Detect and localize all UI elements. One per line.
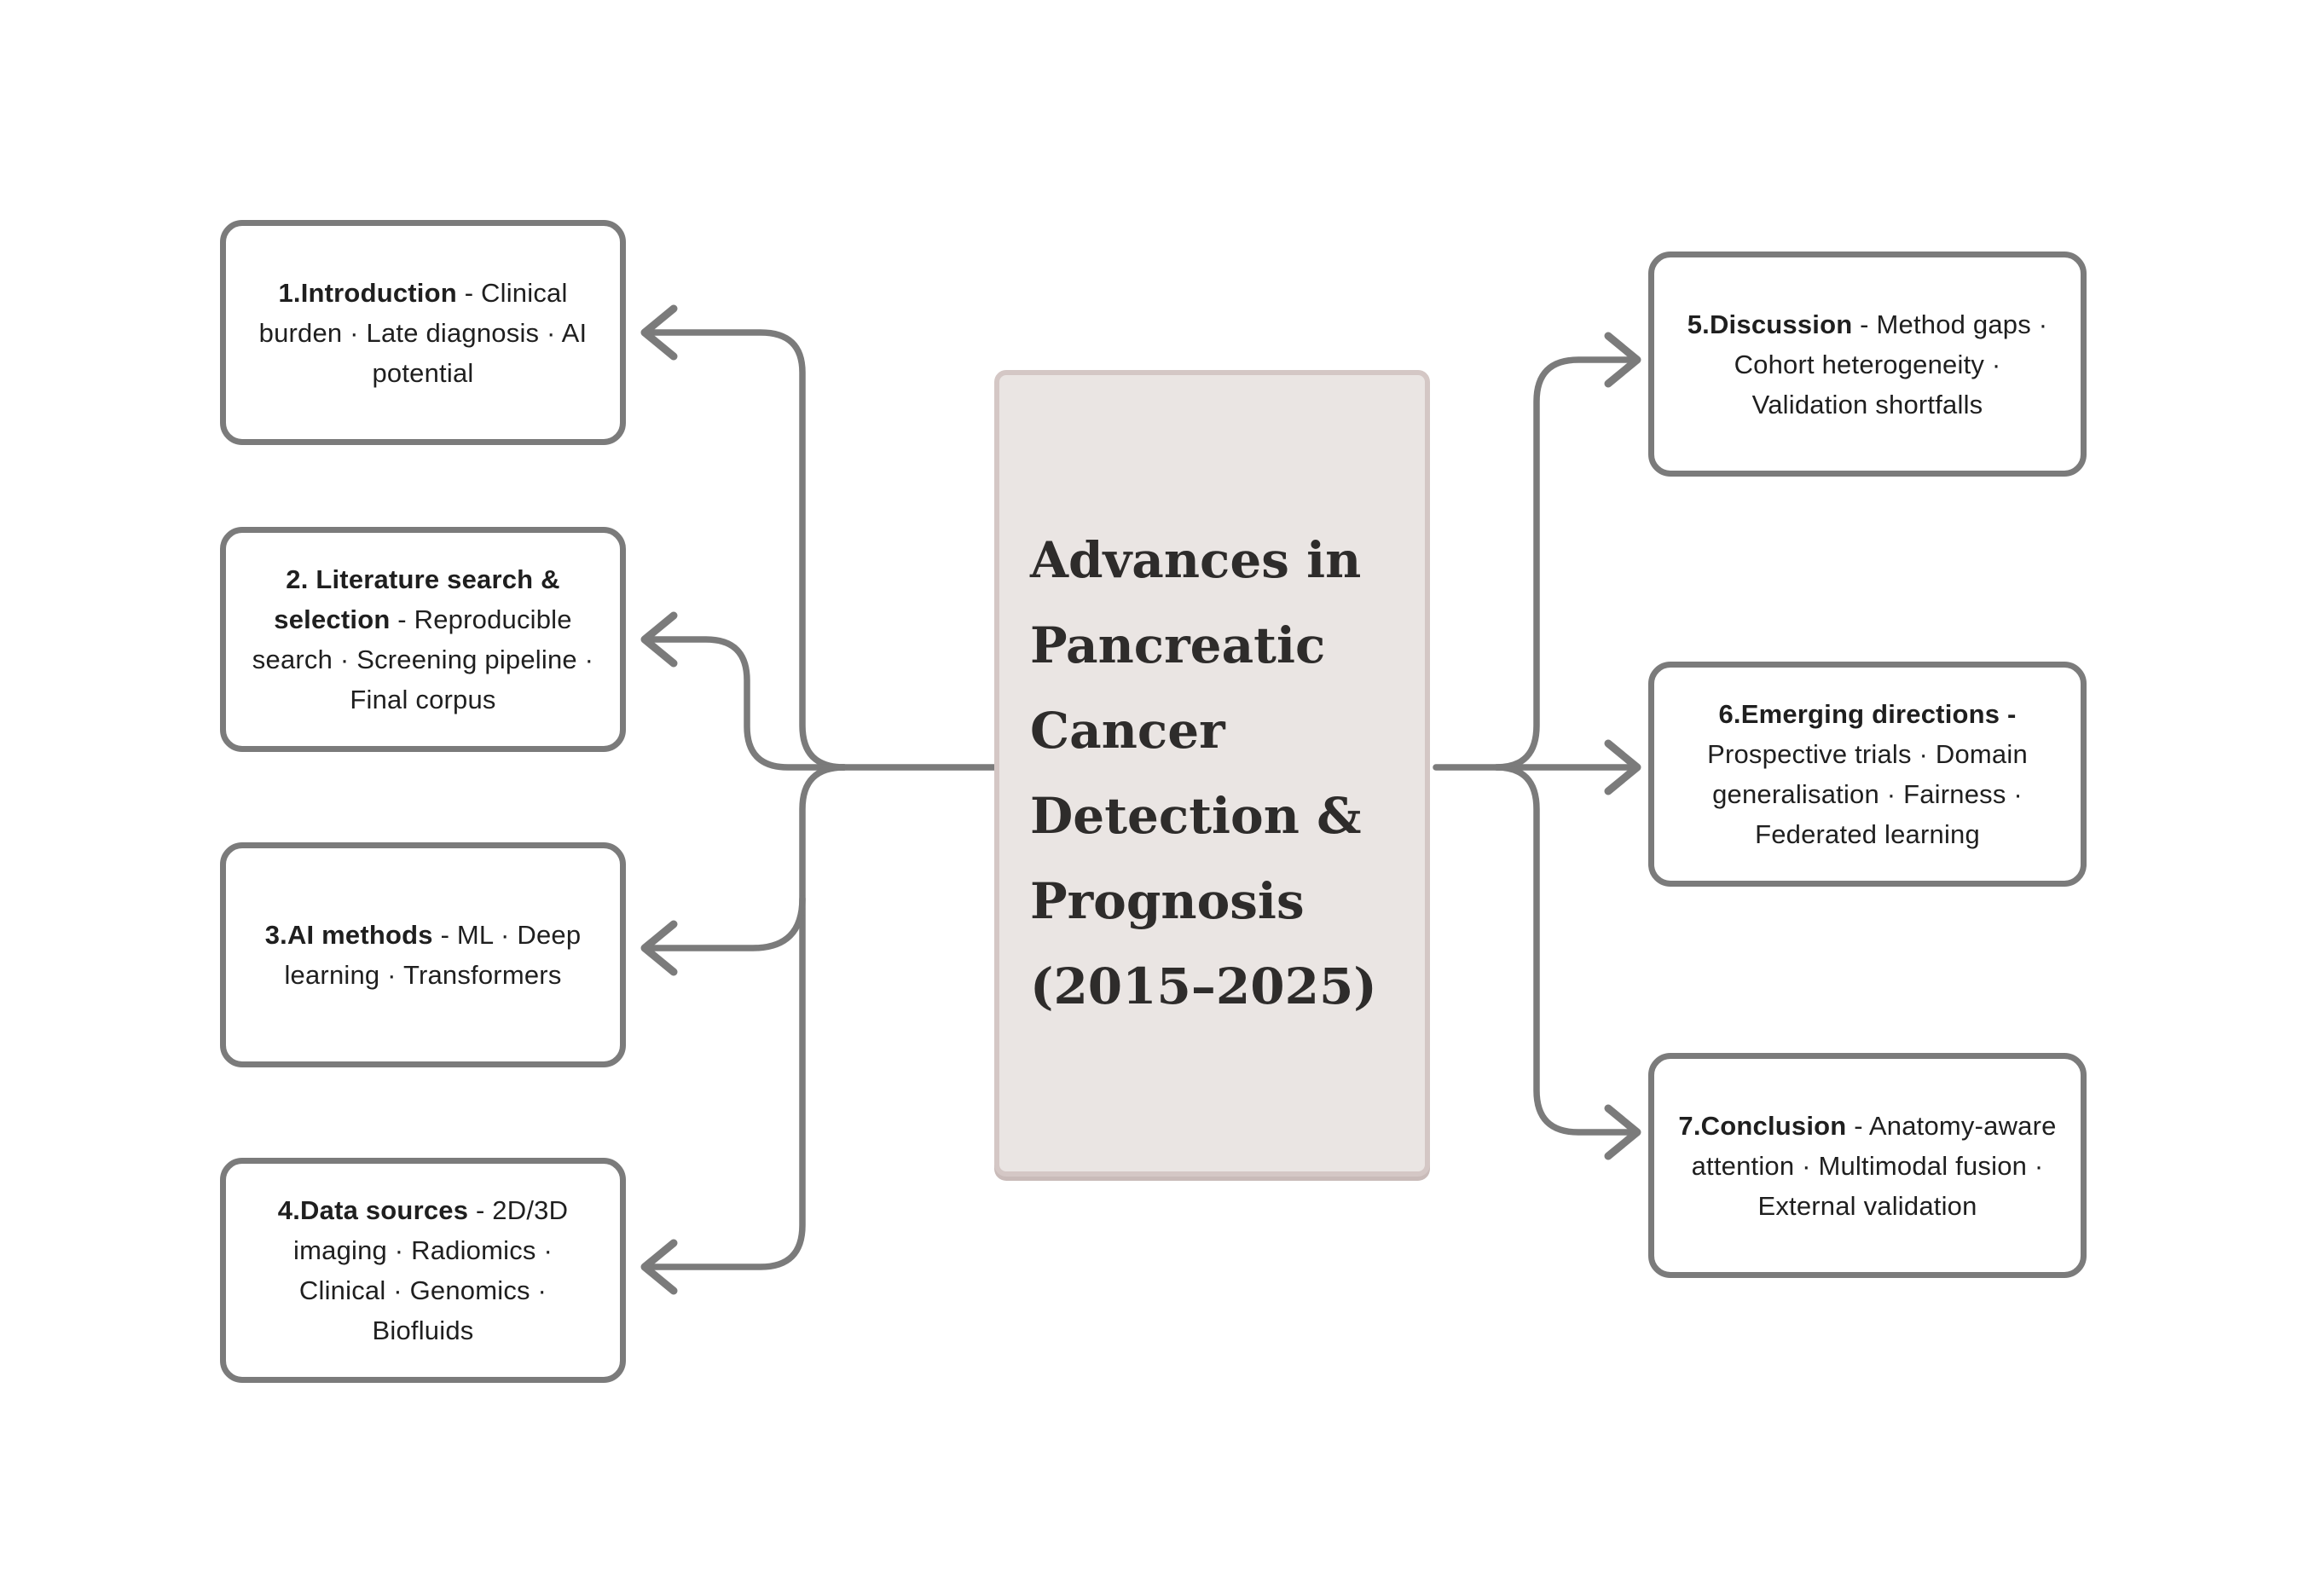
topic-box-conclusion bbox=[1648, 1053, 2087, 1278]
topic-summary: Prospective trials · Domain generalisation · Fairness · Federated learning bbox=[1707, 739, 2028, 849]
topic-box-text bbox=[1676, 1106, 2058, 1226]
topic-box-literature-search bbox=[220, 527, 626, 752]
topic-summary: - Method gaps · Cohort heterogeneity · Validation shortfalls bbox=[1734, 309, 2048, 419]
topic-box-emerging-directions bbox=[1648, 662, 2087, 887]
central-title-line: Cancer bbox=[1030, 702, 1225, 760]
topic-box-ai-methods bbox=[220, 842, 626, 1067]
topic-heading: 6.Emerging directions - bbox=[1718, 699, 2017, 729]
topic-heading: 3.AI methods bbox=[264, 920, 433, 950]
central-title-line: Prognosis bbox=[1030, 872, 1305, 930]
connector-to-box2 bbox=[646, 639, 844, 767]
topic-box-discussion bbox=[1648, 252, 2087, 477]
connector-to-box7 bbox=[1496, 767, 1634, 1132]
topic-box-text bbox=[248, 1190, 598, 1350]
topic-heading: 4.Data sources bbox=[277, 1195, 469, 1225]
topic-summary: - Clinical burden · Late diagnosis · AI potential bbox=[258, 277, 588, 388]
topic-box-text bbox=[248, 559, 598, 720]
central-topic-title bbox=[1030, 518, 1416, 1029]
central-topic-node bbox=[994, 370, 1430, 1177]
topic-box-introduction bbox=[220, 220, 626, 445]
topic-heading: 1.Introduction bbox=[278, 277, 457, 308]
central-title-line: Detection & bbox=[1030, 787, 1362, 845]
topic-heading: 5.Discussion bbox=[1687, 309, 1853, 339]
topic-summary: - ML · Deep learning · Transformers bbox=[284, 920, 582, 990]
topic-summary: - Anatomy-aware attention · Multimodal fusion · External validation bbox=[1691, 1110, 2057, 1221]
topic-heading: 7.Conclusion bbox=[1678, 1110, 1847, 1141]
topic-summary: - 2D/3D imaging · Radiomics · Clinical · Genomics · Biofluids bbox=[293, 1195, 569, 1345]
connector-to-box5 bbox=[1496, 360, 1634, 767]
central-title-line: (2015–2025) bbox=[1030, 957, 1377, 1015]
topic-summary: - Reproducible search · Screening pipeline · Final corpus bbox=[252, 604, 594, 714]
topic-box-text bbox=[248, 273, 598, 393]
topic-box-text bbox=[1676, 694, 2058, 854]
central-title-line: Pancreatic bbox=[1030, 616, 1326, 674]
topic-box-text bbox=[1676, 304, 2058, 425]
topic-box-text bbox=[248, 915, 598, 995]
topic-box-data-sources bbox=[220, 1158, 626, 1383]
topic-heading: 2. Literature search & selection bbox=[274, 564, 560, 634]
connector-to-box4 bbox=[646, 767, 844, 1267]
central-title-line: Advances in bbox=[1030, 531, 1362, 589]
